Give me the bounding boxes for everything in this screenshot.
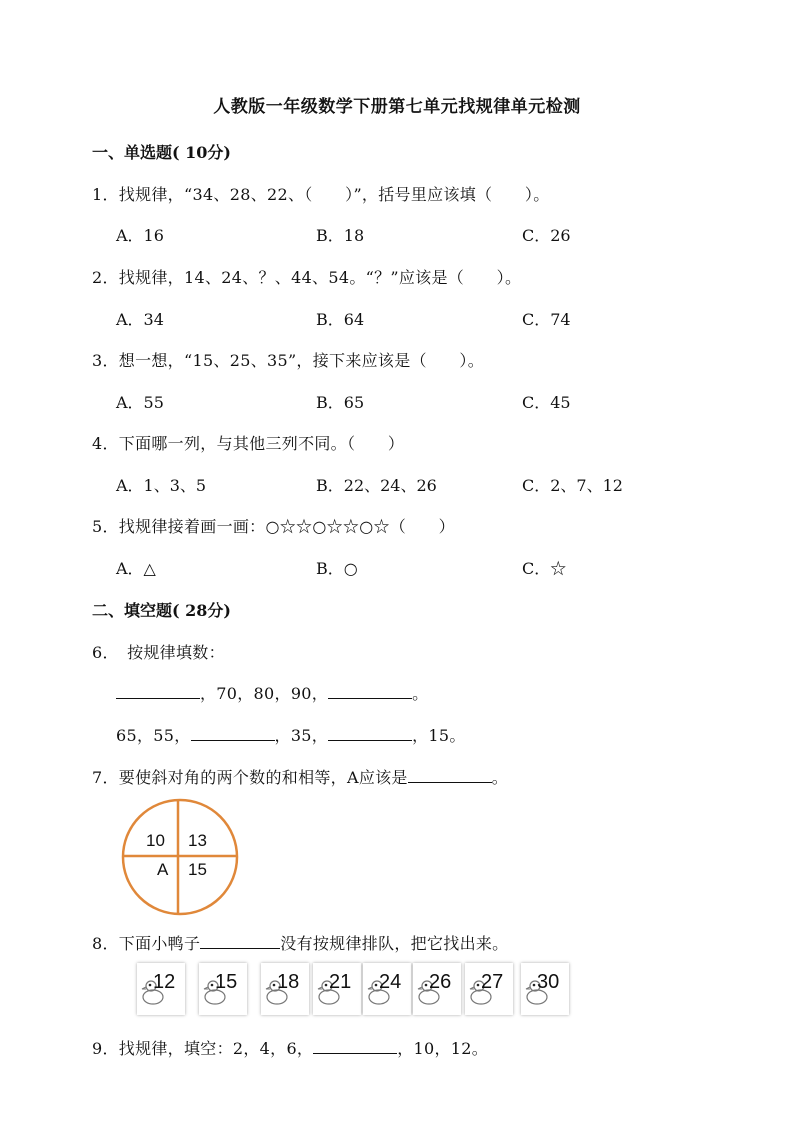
duck-number: 21	[329, 971, 352, 993]
q1-option-b: B．18	[316, 226, 365, 245]
quadrant-circle	[120, 797, 240, 917]
q4-option-a: A．1、3、5	[116, 476, 207, 495]
duck-card[interactable]	[313, 963, 361, 1015]
question-8	[92, 931, 508, 954]
duck-row	[137, 963, 577, 1019]
quadrant-bottom-right: 15	[188, 860, 207, 879]
section-heading-fill-blank: 二、填空题( 28分)	[92, 601, 231, 620]
duck-card[interactable]	[261, 963, 309, 1015]
duck-number: 12	[153, 971, 176, 993]
page-title: 人教版一年级数学下册第七单元找规律单元检测	[213, 97, 581, 117]
q5-option-b: B．○	[316, 559, 358, 578]
q3-option-c: C．45	[522, 393, 571, 412]
blank[interactable]	[200, 932, 280, 949]
q6-line-2	[116, 723, 466, 746]
q6-line-2-end: ，15。	[412, 726, 466, 745]
question-1: 1．找规律，“34、28、22、（ ）”，括号里应该填（ ）。	[92, 185, 550, 204]
blank[interactable]	[328, 724, 412, 741]
q1-option-c: C．26	[522, 226, 571, 245]
question-5: 5．找规律接着画一画：○☆☆○☆☆○☆（ ）	[92, 517, 455, 536]
q2-option-c: C．74	[522, 310, 571, 329]
question-9-end: ，10，12。	[397, 1039, 489, 1058]
quadrant-top-left: 10	[146, 831, 165, 850]
q3-option-a: A．55	[116, 393, 164, 412]
q5-option-a: A．△	[116, 559, 156, 578]
q2-option-b: B．64	[316, 310, 365, 329]
blank[interactable]	[116, 682, 200, 699]
duck-number: 26	[429, 971, 452, 993]
q6-line-1-text: ，70，80，90，	[200, 684, 329, 703]
question-9	[92, 1036, 488, 1059]
q1-option-a: A．16	[116, 226, 164, 245]
q4-option-c: C．2、7、12	[522, 476, 623, 495]
question-3: 3．想一想，“15、25、35”，接下来应该是（ ）。	[92, 351, 485, 370]
question-6: 6． 按规律填数：	[92, 643, 225, 662]
q4-option-b: B．22、24、26	[316, 476, 437, 495]
q6-line-2-start: 65，55，	[116, 726, 191, 745]
q6-line-2-mid: ，35，	[274, 726, 329, 745]
section-heading-single-choice: 一、单选题( 10分)	[92, 143, 231, 162]
question-2: 2．找规律，14、24、？、44、54。“？”应该是（ ）。	[92, 268, 522, 287]
duck-card[interactable]	[413, 963, 461, 1015]
duck-number: 15	[215, 971, 238, 993]
duck-card[interactable]	[137, 963, 185, 1015]
duck-card[interactable]	[363, 963, 411, 1015]
q2-option-a: A．34	[116, 310, 164, 329]
question-7	[92, 765, 508, 788]
duck-card[interactable]	[199, 963, 247, 1015]
question-4: 4．下面哪一列，与其他三列不同。（ ）	[92, 434, 405, 453]
circle-diagram	[120, 797, 240, 917]
duck-number: 27	[481, 971, 504, 993]
quadrant-top-right: 13	[188, 831, 207, 850]
q6-line-1	[116, 681, 428, 704]
duck-number: 18	[277, 971, 300, 993]
blank[interactable]	[191, 724, 275, 741]
question-7-end: 。	[491, 768, 509, 787]
blank[interactable]	[328, 682, 412, 699]
duck-number: 30	[537, 971, 560, 993]
q3-option-b: B．65	[316, 393, 365, 412]
quadrant-bottom-left: A	[157, 860, 169, 879]
question-8-text-after: 没有按规律排队，把它找出来。	[280, 934, 509, 953]
q6-line-1-end: 。	[412, 684, 429, 703]
question-9-text: 9．找规律，填空：2，4，6，	[92, 1039, 314, 1058]
question-7-text: 7．要使斜对角的两个数的和相等，A应该是	[92, 768, 408, 787]
blank[interactable]	[408, 766, 492, 783]
question-8-text-before: 8．下面小鸭子	[92, 934, 201, 953]
blank[interactable]	[313, 1037, 397, 1054]
duck-number: 24	[379, 971, 402, 993]
duck-card[interactable]	[521, 963, 569, 1015]
duck-card[interactable]	[465, 963, 513, 1015]
q5-option-c: C．☆	[522, 559, 567, 578]
